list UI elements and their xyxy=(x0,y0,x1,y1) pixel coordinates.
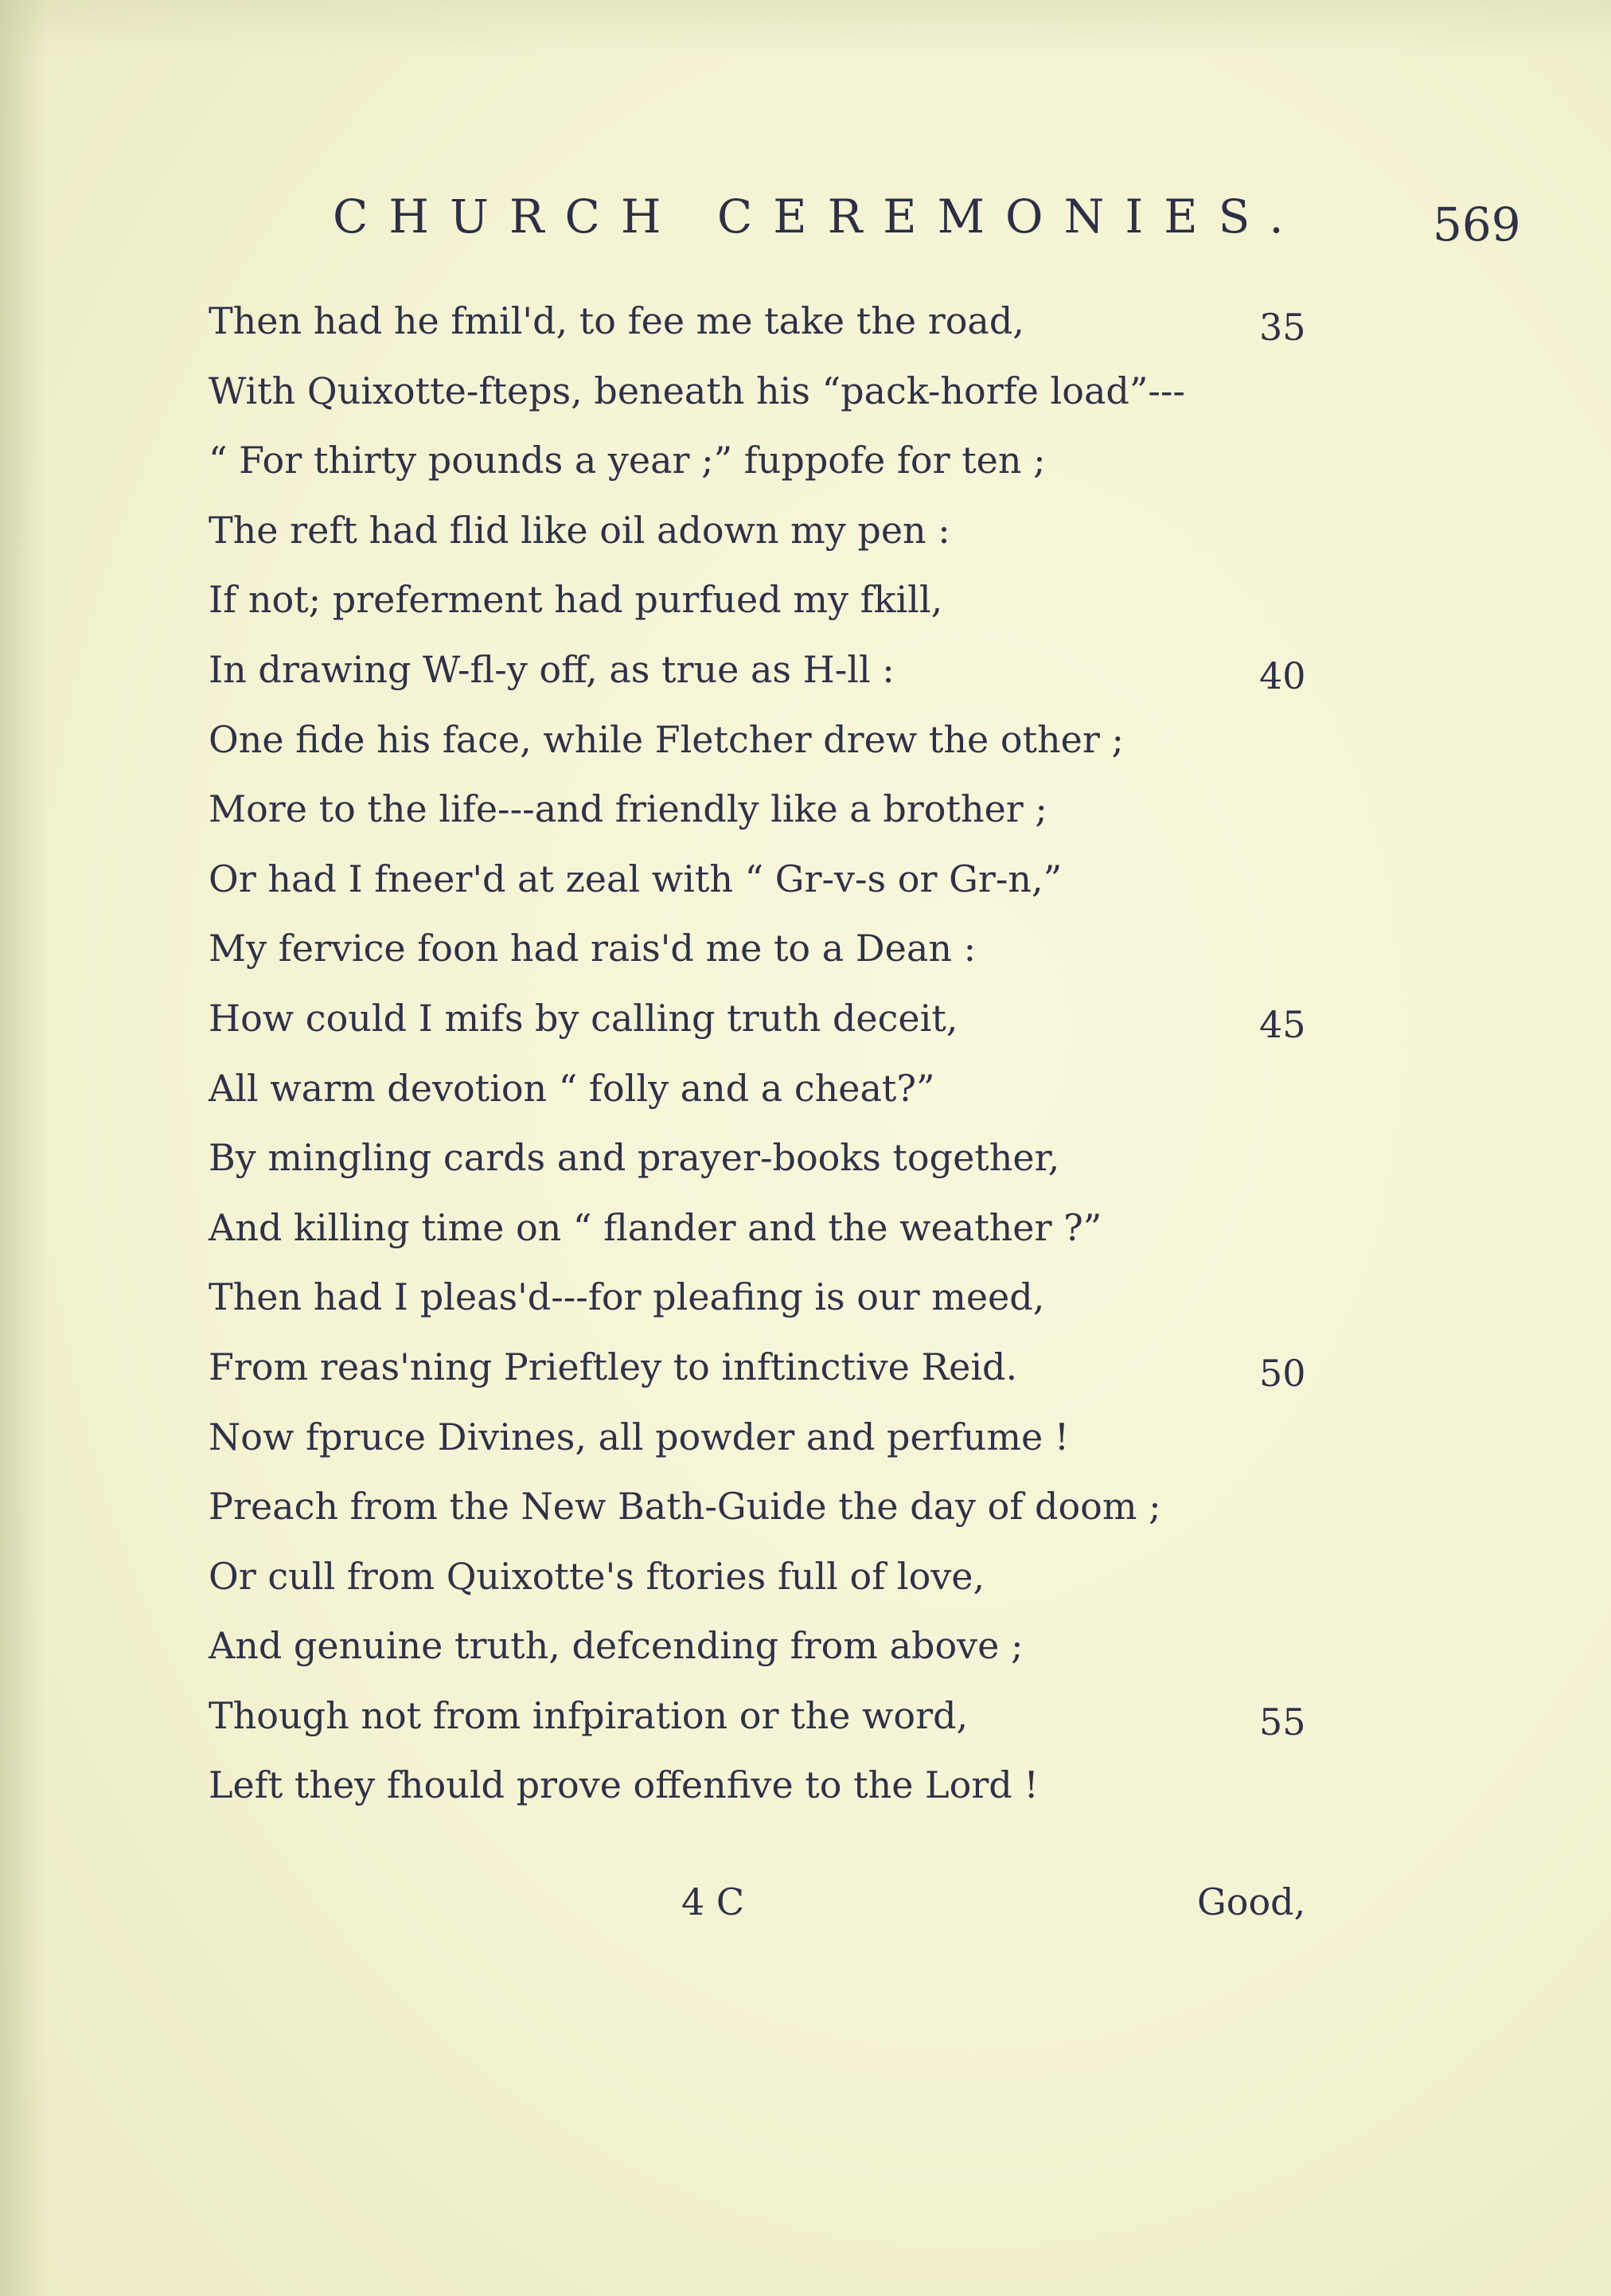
poem-line xyxy=(209,565,1339,635)
poem-line-text: All warm devotion “ folly and a cheat?” xyxy=(209,1066,935,1110)
catchword: Good, xyxy=(1197,1880,1306,1923)
poem-line xyxy=(209,1193,1339,1263)
poem-line xyxy=(209,1542,1339,1612)
poem-line-text: Or had I fneer'd at zeal with “ Gr-v-s or Gr-n,” xyxy=(209,857,1063,900)
page-top-shadow xyxy=(0,0,1611,56)
poem-line-text: With Quixotte-fteps, beneath his “pack-horfe load”--- xyxy=(209,369,1185,412)
poem-line xyxy=(209,1472,1339,1542)
line-number: 50 xyxy=(1259,1351,1306,1395)
poem-line-text: And genuine truth, defcending from above ; xyxy=(209,1624,1024,1668)
page-number: 569 xyxy=(1433,197,1521,252)
poem-line xyxy=(209,287,1339,357)
poem-line xyxy=(209,984,1339,1054)
poem-line xyxy=(209,1123,1339,1193)
poem-line-text: From reas'ning Prieftley to inftinctive Reid. xyxy=(209,1345,1018,1388)
line-number: 40 xyxy=(1259,654,1306,697)
running-head: CHURCH CEREMONIES. xyxy=(333,189,1305,244)
poem-line xyxy=(209,635,1339,705)
poem-line-text: One fide his face, while Fletcher drew the other ; xyxy=(209,717,1124,761)
page-edge-shadow xyxy=(0,0,48,2296)
poem-line-text: Then had he fmil'd, to fee me take the road, xyxy=(209,299,1024,342)
poem-line xyxy=(209,1263,1339,1333)
poem-line-text: And killing time on “ flander and the weather ?” xyxy=(209,1205,1102,1249)
poem-line xyxy=(209,845,1339,915)
poem-line xyxy=(209,705,1339,775)
poem-line xyxy=(209,1403,1339,1473)
poem-text xyxy=(209,287,1339,1821)
line-number: 45 xyxy=(1259,1002,1306,1046)
poem-line xyxy=(209,357,1339,427)
signature-mark: 4 C xyxy=(681,1880,745,1923)
poem-line-text: “ For thirty pounds a year ;” fuppofe for ten ; xyxy=(209,439,1046,482)
poem-line-text: The reft had flid like oil adown my pen : xyxy=(209,508,950,552)
poem-line xyxy=(209,1681,1339,1751)
poem-line xyxy=(209,914,1339,984)
poem-line xyxy=(209,426,1339,496)
poem-line-text: Though not from infpiration or the word, xyxy=(209,1693,969,1737)
line-number: 35 xyxy=(1259,306,1306,349)
poem-line xyxy=(209,1054,1339,1124)
poem-line-text: How could I mifs by calling truth deceit, xyxy=(209,996,958,1040)
poem-line-text: By mingling cards and prayer-books together, xyxy=(209,1136,1060,1180)
line-number: 55 xyxy=(1259,1700,1306,1743)
poem-line-text: Then had I pleas'd---for pleafing is our meed, xyxy=(209,1275,1045,1319)
poem-line-text: In drawing W-fl-y off, as true as H-ll : xyxy=(209,647,895,691)
poem-line xyxy=(209,496,1339,566)
poem-line-text: If not; preferment had purfued my fkill, xyxy=(209,578,943,622)
poem-line-text: Left they fhould prove offenfive to the Lord ! xyxy=(209,1763,1039,1807)
poem-line xyxy=(209,1751,1339,1821)
poem-line-text: Now fpruce Divines, all powder and perfume ! xyxy=(209,1415,1070,1458)
poem-line xyxy=(209,1611,1339,1681)
poem-line-text: My fervice foon had rais'd me to a Dean : xyxy=(209,927,977,970)
poem-line xyxy=(209,1333,1339,1403)
poem-line-text: Preach from the New Bath-Guide the day of doom ; xyxy=(209,1485,1161,1529)
poem-line xyxy=(209,775,1339,845)
poem-line-text: More to the life---and friendly like a brother ; xyxy=(209,787,1047,831)
poem-line-text: Or cull from Quixotte's ftories full of love, xyxy=(209,1554,985,1598)
